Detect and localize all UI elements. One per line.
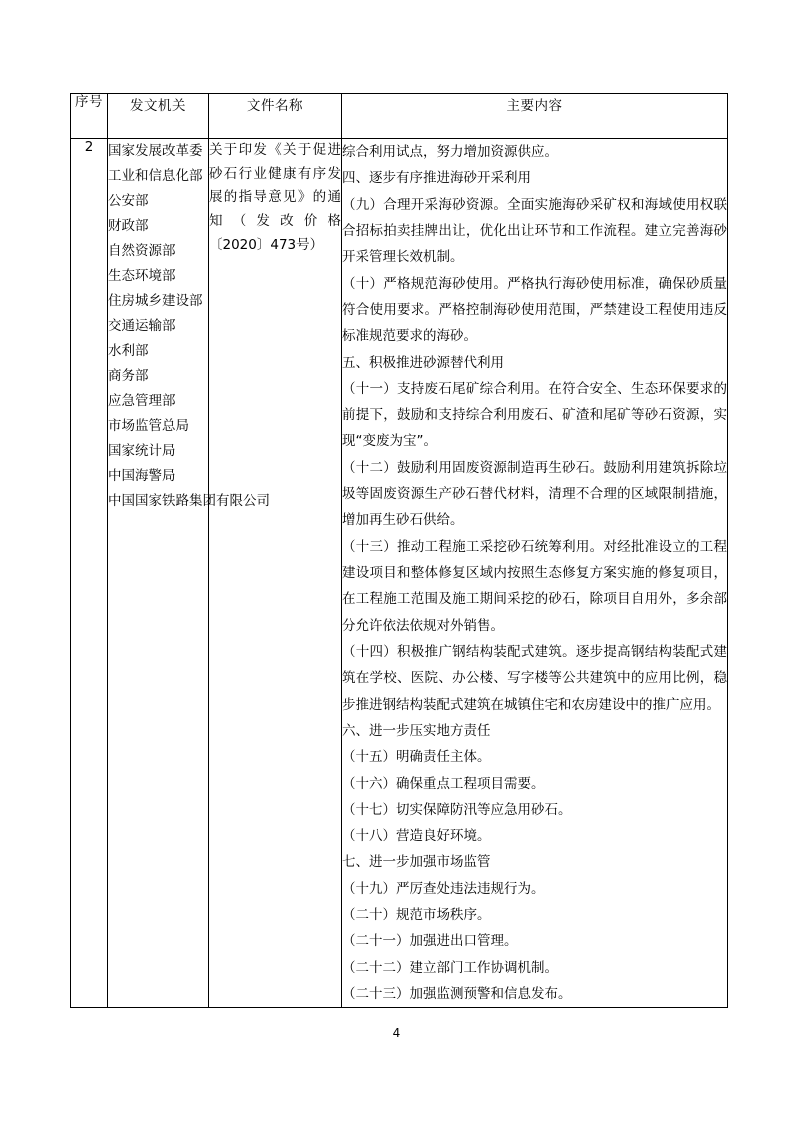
content-paragraph: （十一）支持废石尾矿综合利用。在符合安全、生态环保要求的前提下，鼓励和支持综合利用废石、矿渣和尾矿等砂石资源，实现“变废为宝”。 — [342, 380, 727, 450]
column-header-seq — [71, 94, 108, 139]
column-header-main: 主要内容 — [342, 94, 728, 139]
content-paragraph: 四、逐步有序推进海砂开采利用 — [342, 170, 531, 187]
org-item: 自然资源部 — [108, 242, 176, 259]
content-paragraph: （十三）推动工程施工采挖砂石统筹利用。对经批准设立的工程建设项目和整体修复区域内按照生态修复方案实施的修复项目，在工程施工范围及施工期间采挖的砂石，除项目自用外，多余部分允许依法依规对外销售。 — [342, 538, 727, 634]
content-paragraph: （二十三）加强监测预警和信息发布。 — [342, 986, 572, 1002]
page-number: 4 — [392, 1026, 401, 1040]
content-paragraph: （九）合理开采海砂资源。全面实施海砂采矿权和海域使用权联合招标拍卖挂牌出让，优化出让环节和工作流程。建立完善海砂开采管理长效机制。 — [342, 196, 727, 266]
content-paragraph: 五、积极推进砂源替代利用 — [342, 354, 504, 371]
table-header-row — [71, 94, 728, 139]
content-paragraph: （二十二）建立部门工作协调机制。 — [342, 959, 558, 976]
table-body — [71, 139, 728, 1008]
content-paragraph: （十）严格规范海砂使用。严格执行海砂使用标准，确保砂质量符合使用要求。严格控制海砂使用范围，严禁建设工程使用违反标准规范要求的海砂。 — [342, 275, 727, 345]
column-header-doc: 文件名称 — [209, 94, 342, 139]
org-item: 市场监管总局 — [108, 417, 189, 434]
policy-table — [70, 93, 728, 1008]
org-item: 住房城乡建设部 — [108, 292, 203, 309]
org-item: 生态环境部 — [108, 267, 176, 284]
org-item: 工业和信息化部 — [108, 167, 203, 184]
content-paragraph: （十五）明确责任主体。 — [342, 749, 491, 766]
table-header — [71, 94, 728, 139]
cell-sequence-number: 2 — [71, 139, 108, 1008]
org-item: 应急管理部 — [108, 392, 176, 409]
org-item: 公安部 — [108, 192, 149, 209]
content-paragraph: 六、进一步压实地方责任 — [342, 722, 491, 739]
content-paragraph: （十六）确保重点工程项目需要。 — [342, 775, 545, 792]
content-paragraph: （十八）营造良好环境。 — [342, 828, 491, 845]
cell-organizations — [108, 139, 270, 1008]
column-header-org: 发文机关 — [108, 94, 209, 139]
org-item: 国家统计局 — [108, 442, 176, 459]
org-item: 国家发展改革委 — [108, 143, 203, 159]
content-paragraph: （二十一）加强进出口管理。 — [342, 933, 518, 950]
content-paragraph: 综合利用试点，努力增加资源供应。 — [342, 144, 558, 160]
org-item: 水利部 — [108, 342, 149, 359]
org-item: 中国国家铁路集团有限公司 — [108, 492, 270, 509]
content-paragraph: （十九）严厉查处违法违规行为。 — [342, 880, 545, 897]
table-row — [71, 139, 728, 1008]
content-paragraph: （二十）规范市场秩序。 — [342, 907, 491, 924]
org-item: 中国海警局 — [108, 467, 176, 484]
content-paragraph: （十四）积极推广钢结构装配式建筑。逐步提高钢结构装配式建筑在学校、医院、办公楼、写字楼等公共建筑中的应用比例，稳步推进钢结构装配式建筑在城镇住宅和农房建设中的推广应用。 — [342, 643, 727, 713]
content-paragraph: （十七）切实保障防汛等应急用砂石。 — [342, 801, 572, 818]
content-paragraph: 七、进一步加强市场监管 — [342, 854, 491, 871]
cell-document-name: 关于印发《关于促进砂石行业健康有序发展的指导意见》的通知（发改价格〔2020〕473号） — [209, 139, 342, 1008]
cell-main-content — [342, 139, 728, 1008]
org-item: 交通运输部 — [108, 317, 176, 334]
column-header-seq-label: 序号 — [75, 94, 103, 110]
org-item: 财政部 — [108, 217, 149, 234]
content-paragraph: （十二）鼓励利用固废资源制造再生砂石。鼓励利用建筑拆除垃圾等固废资源生产砂石替代材料，清理不合理的区域限制措施，增加再生砂石供给。 — [342, 459, 727, 529]
org-item: 商务部 — [108, 367, 149, 384]
